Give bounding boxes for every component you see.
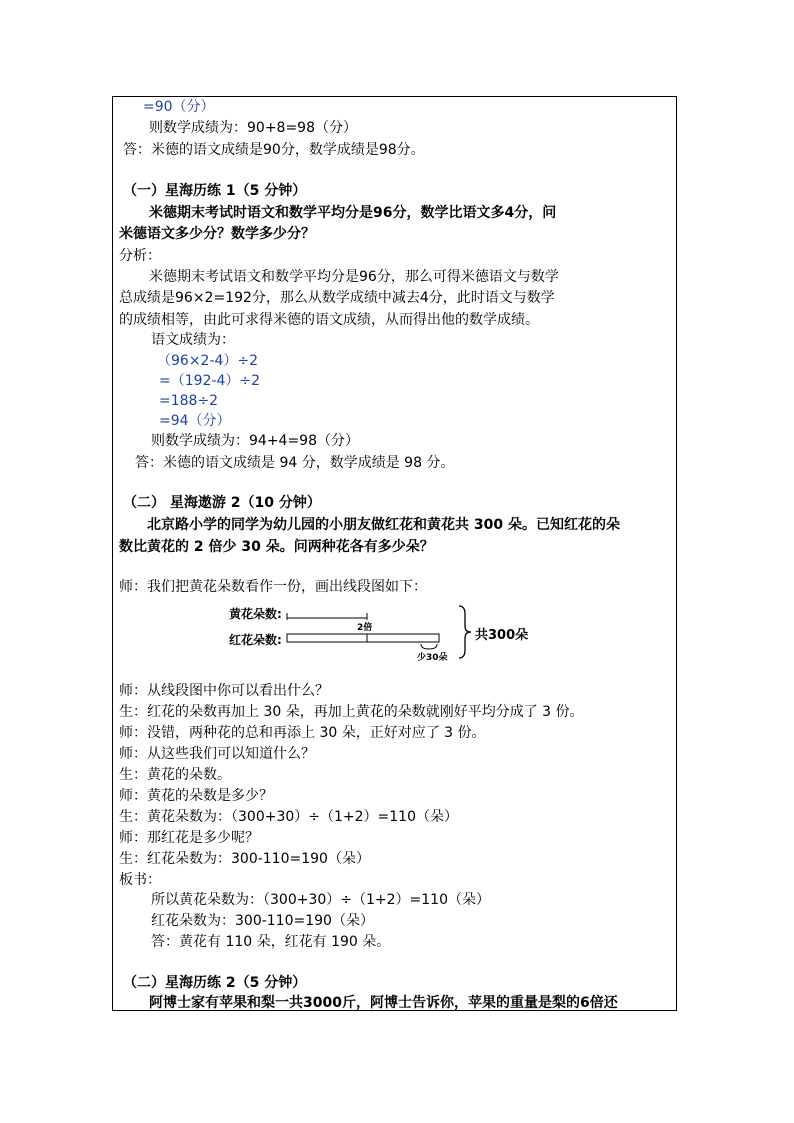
dialogue-line: 师：从线段图中你可以看出什么？ <box>119 683 329 699</box>
problem-text: 北京路小学的同学为幼儿园的小朋友做红花和黄花共 300 朵。已知红花的朵 <box>147 517 620 533</box>
formula-line: （96×2-4）÷2 <box>157 353 259 369</box>
text-line: 答：米德的语文成绩是90分，数学成绩是98分。 <box>123 142 425 158</box>
document-frame <box>112 96 677 1011</box>
dialogue-line: 师：黄花的朵数是多少？ <box>119 788 273 804</box>
analysis-label: 分析： <box>119 248 161 264</box>
board-line: 所以黄花朵数为：（300+30）÷（1+2）=110（朵） <box>151 892 490 908</box>
dialogue-line: 师：我们把黄花朵数看作一份，画出线段图如下： <box>119 579 427 595</box>
dialogue-line: 师：从这些我们可以知道什么？ <box>119 746 315 762</box>
yellow-flower-label: 黄花朵数: <box>229 607 282 621</box>
times-label: 2倍 <box>357 623 373 633</box>
dialogue-line: 生：红花朵数为：300-110=190（朵） <box>119 851 370 867</box>
text-line: 语文成绩为： <box>151 332 235 348</box>
text-line: 则数学成绩为：94+4=98（分） <box>151 433 359 449</box>
text-line: 米德期末考试语文和数学平均分是96分，那么可得米德语文与数学 <box>149 269 559 285</box>
board-line: 红花朵数为：300-110=190（朵） <box>151 913 374 929</box>
dialogue-line: 生：黄花的朵数。 <box>119 767 231 783</box>
line-segment-diagram <box>223 602 543 672</box>
less-label: 少30朵 <box>417 653 448 663</box>
total-label: 共300朵 <box>475 628 529 643</box>
board-line: 答：黄花有 110 朵，红花有 190 朵。 <box>151 934 391 950</box>
section-heading: （一）星海历练 1（5 分钟） <box>123 183 307 199</box>
formula-line: =（192-4）÷2 <box>159 373 261 389</box>
problem-text: 阿博士家有苹果和梨一共3000斤，阿博士告诉你，苹果的重量是梨的6倍还 <box>149 995 618 1011</box>
text-line: 的成绩相等，由此可求得米德的语文成绩，从而得出他的数学成绩。 <box>119 312 539 328</box>
section-heading: （二） 星海遨游 2（10 分钟） <box>123 495 321 511</box>
text-line: 答：米德的语文成绩是 94 分，数学成绩是 98 分。 <box>135 455 455 471</box>
red-flower-label: 红花朵数: <box>229 633 282 647</box>
problem-text: 数比黄花的 2 倍少 30 朵。问两种花各有多少朵？ <box>119 539 434 555</box>
text-line: 总成绩是96×2=192分，那么从数学成绩中减去4分，此时语文与数学 <box>119 290 555 306</box>
dialogue-line: 师：没错，两种花的总和再添上 30 朵，正好对应了 3 份。 <box>119 725 486 741</box>
dialogue-line: 生：红花的朵数再加上 30 朵，再加上黄花的朵数就刚好平均分成了 3 份。 <box>119 704 584 720</box>
dialogue-line: 生：黄花朵数为：（300+30）÷（1+2）=110（朵） <box>119 809 458 825</box>
problem-text: 米德期末考试时语文和数学平均分是96分，数学比语文多4分，问 <box>149 205 557 221</box>
text-line: =90（分） <box>143 99 215 115</box>
board-label: 板书： <box>119 872 161 888</box>
problem-text: 米德语文多少分？数学多少分？ <box>119 226 315 242</box>
formula-line: =188÷2 <box>159 393 219 409</box>
formula-line: =94（分） <box>159 413 231 429</box>
text-line: 则数学成绩为：90+8=98（分） <box>149 120 357 136</box>
section-heading: （二）星海历练 2（5 分钟） <box>123 975 307 991</box>
dialogue-line: 师：那红花是多少呢？ <box>119 830 259 846</box>
